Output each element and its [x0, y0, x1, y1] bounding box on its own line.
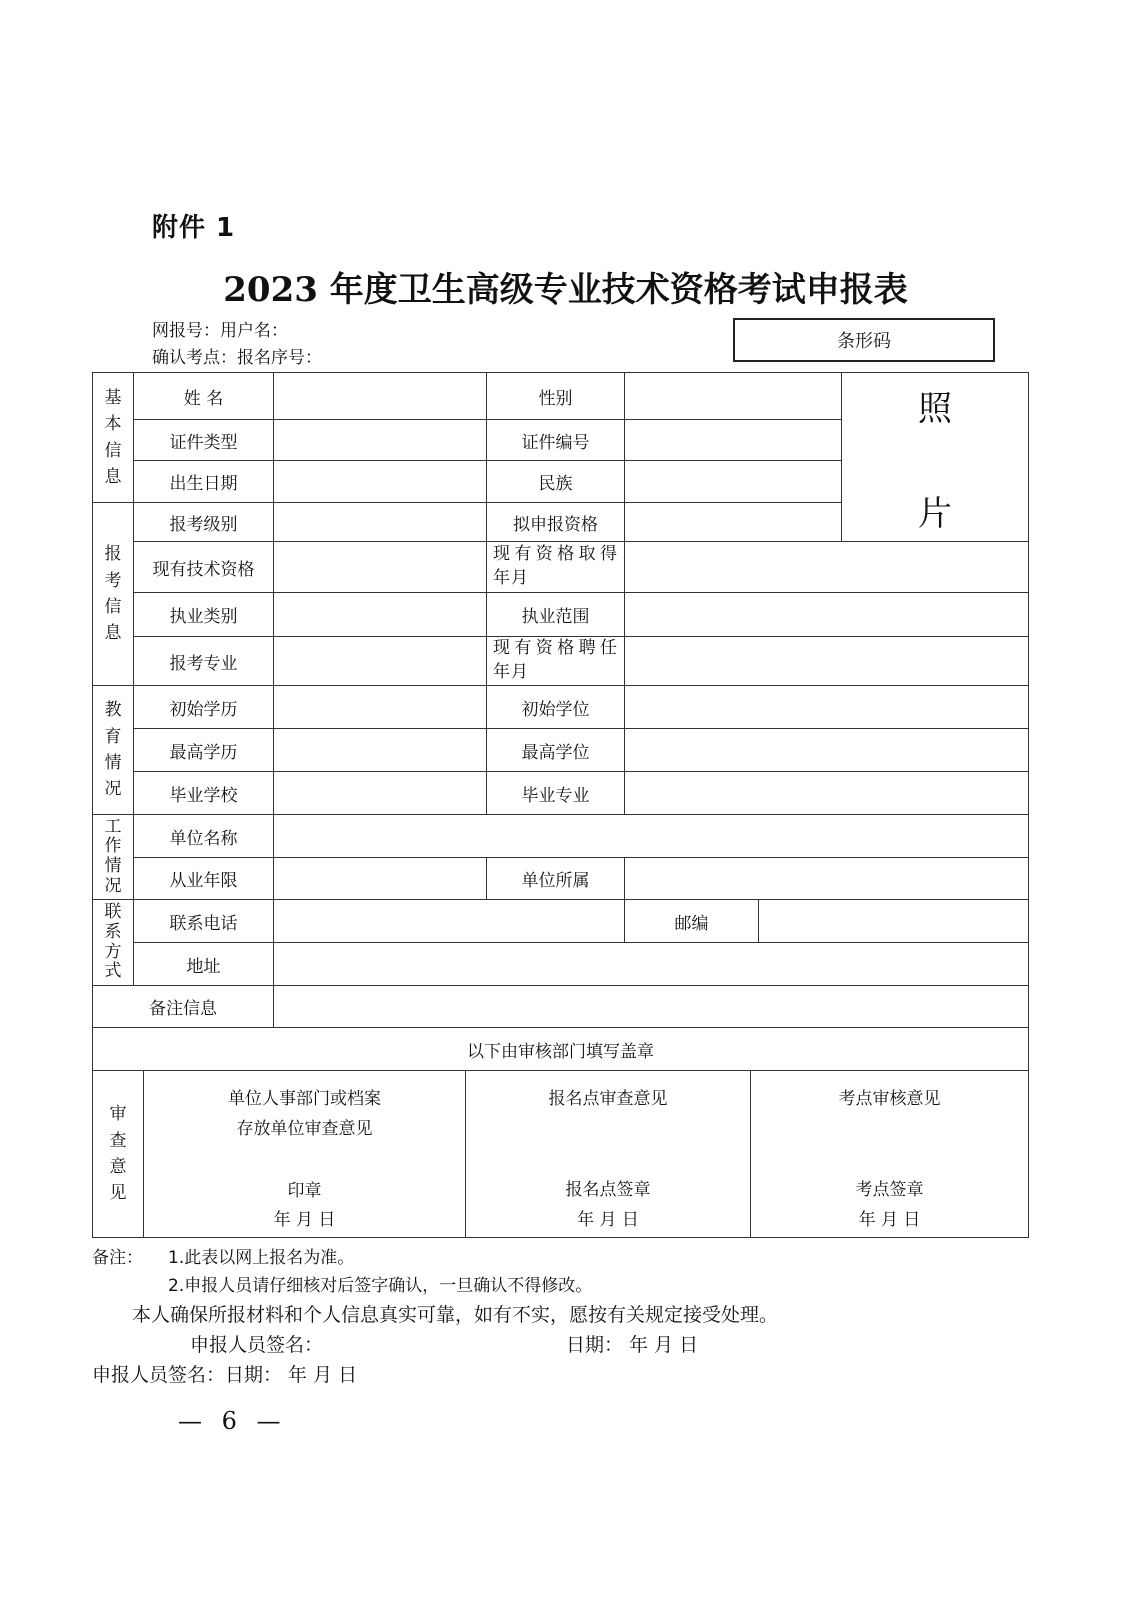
label-practice-scope: 执业范围	[486, 592, 625, 637]
label-graduate-school: 毕业学校	[133, 771, 274, 815]
label-qualification-date: 现有资格取得年月	[486, 541, 625, 593]
field-highest-degree[interactable]	[624, 728, 1029, 772]
category-contact: 联 系 方 式	[92, 899, 134, 986]
category-education: 教 育 情 况	[92, 685, 134, 815]
label-remarks: 备注信息	[92, 985, 274, 1028]
category-work: 工 作 情 况	[92, 814, 134, 900]
label-phone: 联系电话	[133, 899, 274, 943]
label-id-type: 证件类型	[133, 419, 274, 461]
photo-box: 照 片	[841, 372, 1029, 542]
label-address: 地址	[133, 942, 274, 986]
review-banner: 以下由审核部门填写盖章	[92, 1027, 1029, 1071]
label-employment-date: 现有资格聘任年月	[486, 636, 625, 686]
field-exam-level[interactable]	[273, 502, 487, 542]
field-current-qualification[interactable]	[273, 541, 487, 593]
label-exam-major: 报考专业	[133, 636, 274, 686]
note-2: 2.申报人员请仔细核对后签字确认，一旦确认不得修改。	[168, 1276, 593, 1296]
label-highest-degree: 最高学位	[486, 728, 625, 772]
label-birth-date: 出生日期	[133, 460, 274, 503]
label-organization: 单位名称	[133, 814, 274, 858]
attachment-label: 附件 1	[152, 213, 236, 243]
label-proposed-qualification: 拟申报资格	[486, 502, 625, 542]
signature-line-2: 申报人员签名：日期： 年 月 日	[92, 1364, 358, 1386]
label-postcode: 邮编	[624, 899, 759, 943]
label-name: 姓 名	[133, 372, 274, 420]
field-remarks[interactable]	[273, 985, 1029, 1028]
label-ethnicity: 民族	[486, 460, 625, 503]
label-initial-education: 初始学历	[133, 685, 274, 729]
note-1: 1.此表以网上报名为准。	[168, 1248, 355, 1268]
label-graduate-major: 毕业专业	[486, 771, 625, 815]
field-org-affiliation[interactable]	[624, 857, 1029, 900]
exam-site-line: 确认考点：报名序号：	[152, 348, 322, 368]
field-postcode[interactable]	[758, 899, 1029, 943]
field-work-years[interactable]	[273, 857, 487, 900]
field-ethnicity[interactable]	[624, 460, 842, 503]
label-practice-type: 执业类别	[133, 592, 274, 637]
label-initial-degree: 初始学位	[486, 685, 625, 729]
category-exam-info: 报 考 信 息	[92, 502, 134, 686]
label-exam-level: 报考级别	[133, 502, 274, 542]
page-number: — 6 —	[178, 1407, 287, 1435]
form-title: 2023 年度卫生高级专业技术资格考试申报表	[223, 270, 908, 310]
web-id-line: 网报号：用户名：	[152, 321, 288, 341]
application-form	[92, 372, 1029, 1268]
category-basic-info: 基 本 信 息	[92, 372, 134, 503]
field-initial-degree[interactable]	[624, 685, 1029, 729]
field-organization[interactable]	[273, 814, 1029, 858]
review-employer[interactable]: 单位人事部门或档案 存放单位审查意见 印章 年 月 日	[143, 1070, 466, 1238]
label-id-number: 证件编号	[486, 419, 625, 461]
field-birth-date[interactable]	[273, 460, 487, 503]
label-org-affiliation: 单位所属	[486, 857, 625, 900]
barcode-box: 条形码	[733, 318, 995, 362]
review-exam-site[interactable]: 考点审核意见 考点签章 年 月 日	[750, 1070, 1029, 1238]
field-practice-scope[interactable]	[624, 592, 1029, 637]
field-proposed-qualification[interactable]	[624, 502, 842, 542]
signature-date-1: 日期： 年 月 日	[566, 1334, 699, 1356]
field-name[interactable]	[273, 372, 487, 420]
field-qualification-date[interactable]	[624, 541, 1029, 593]
category-review: 审 查 意 见	[92, 1070, 144, 1238]
field-id-number[interactable]	[624, 419, 842, 461]
field-id-type[interactable]	[273, 419, 487, 461]
field-graduate-major[interactable]	[624, 771, 1029, 815]
field-phone[interactable]	[273, 899, 625, 943]
field-exam-major[interactable]	[273, 636, 487, 686]
notes-prefix: 备注：	[92, 1248, 143, 1268]
signature-label-1: 申报人员签名：	[190, 1334, 324, 1356]
field-employment-date[interactable]	[624, 636, 1029, 686]
field-initial-education[interactable]	[273, 685, 487, 729]
label-current-qualification: 现有技术资格	[133, 541, 274, 593]
field-graduate-school[interactable]	[273, 771, 487, 815]
declaration: 本人确保所报材料和个人信息真实可靠，如有不实，愿按有关规定接受处理。	[132, 1304, 779, 1326]
field-highest-education[interactable]	[273, 728, 487, 772]
field-address[interactable]	[273, 942, 1029, 986]
field-gender[interactable]	[624, 372, 842, 420]
label-work-years: 从业年限	[133, 857, 274, 900]
field-practice-type[interactable]	[273, 592, 487, 637]
label-highest-education: 最高学历	[133, 728, 274, 772]
label-gender: 性别	[486, 372, 625, 420]
review-registration-point[interactable]: 报名点审查意见 报名点签章 年 月 日	[465, 1070, 751, 1238]
